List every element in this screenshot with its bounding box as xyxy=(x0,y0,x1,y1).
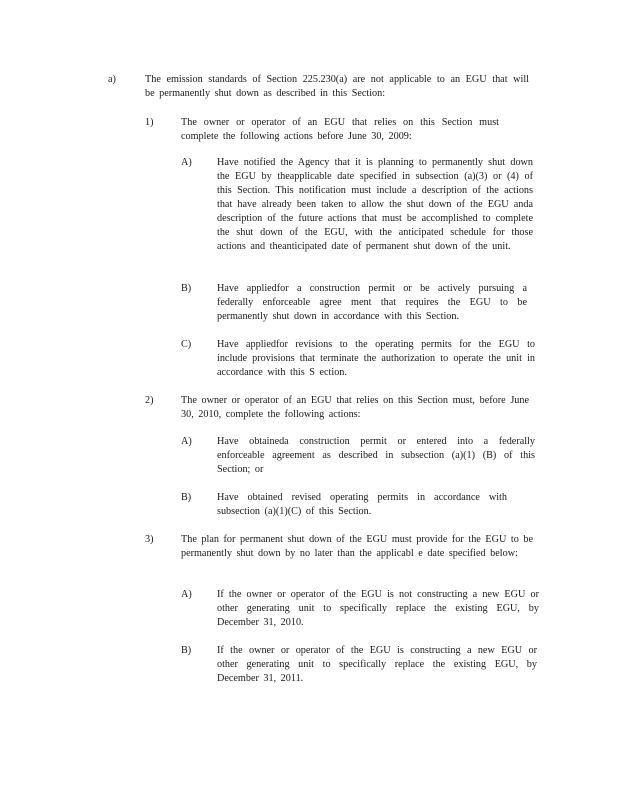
item-3-a-text: If the owner or operator of the EGU is not constructing a new EGU or other generating unit to specifically replace the existing EGU, by December 31, 2010. xyxy=(217,589,539,628)
item-1-text: The owner or operator of an EGU that relies on this Section must complete the following actions before June 30, 2009: xyxy=(181,117,499,142)
item-3-a-label: A) xyxy=(181,589,192,600)
item-2-text: The owner or operator of an EGU that relies on this Section must, before June 30, 2010, complete the following actions: xyxy=(181,395,529,420)
item-1-label: 1) xyxy=(145,117,154,128)
item-1-b-label: B) xyxy=(181,283,192,294)
item-2-a-text: Have obtaineda construction permit or entered into a federally enforceable agreement as described in subsection (a)(1) (B) of this Section; or xyxy=(217,436,535,475)
item-2-a-label: A) xyxy=(181,436,192,447)
item-2-label: 2) xyxy=(145,395,154,406)
item-1-a-text: Have notified the Agency that it is planning to permanently shut down the EGU by theapplicable date specified in subsection (a)(3) or (4) of this Section. This notification must include a description of the actions that have already been taken to allow the shut down of the EGU anda description of the future actions that must be accomplished to complete the shut down of the EGU, with the anticipated schedule for those actions and theanticipated date of permanent shut down of the unit. xyxy=(217,157,533,252)
section-a-label: a) xyxy=(108,74,116,85)
item-2-b-text: Have obtained revised operating permits in accordance with subsection (a)(1)(C) of this Section. xyxy=(217,492,507,517)
item-2-b-label: B) xyxy=(181,492,192,503)
item-1-a-label: A) xyxy=(181,157,192,168)
item-3-text: The plan for permanent shut down of the EGU must provide for the EGU to be permanently shut down by no later than the applicabl e date specified below: xyxy=(181,534,533,559)
item-3-label: 3) xyxy=(145,534,154,545)
item-1-c-label: C) xyxy=(181,339,192,350)
section-a-text: The emission standards of Section 225.230(a) are not applicable to an EGU that will be permanently shut down as described in this Section: xyxy=(145,74,529,99)
item-3-b-text: If the owner or operator of the EGU is constructing a new EGU or other generating unit to specifically replace the existing EGU, by December 31, 2011. xyxy=(217,645,537,684)
item-1-b-text: Have appliedfor a construction permit or be actively pursuing a federally enforceable agree ment that requires the EGU to be permanently shut down in accordance with this Section. xyxy=(217,283,527,322)
item-1-c-text: Have appliedfor revisions to the operating permits for the EGU to include provisions that terminate the authorization to operate the unit in accordance with this S ection. xyxy=(217,339,535,378)
item-3-b-label: B) xyxy=(181,645,192,656)
